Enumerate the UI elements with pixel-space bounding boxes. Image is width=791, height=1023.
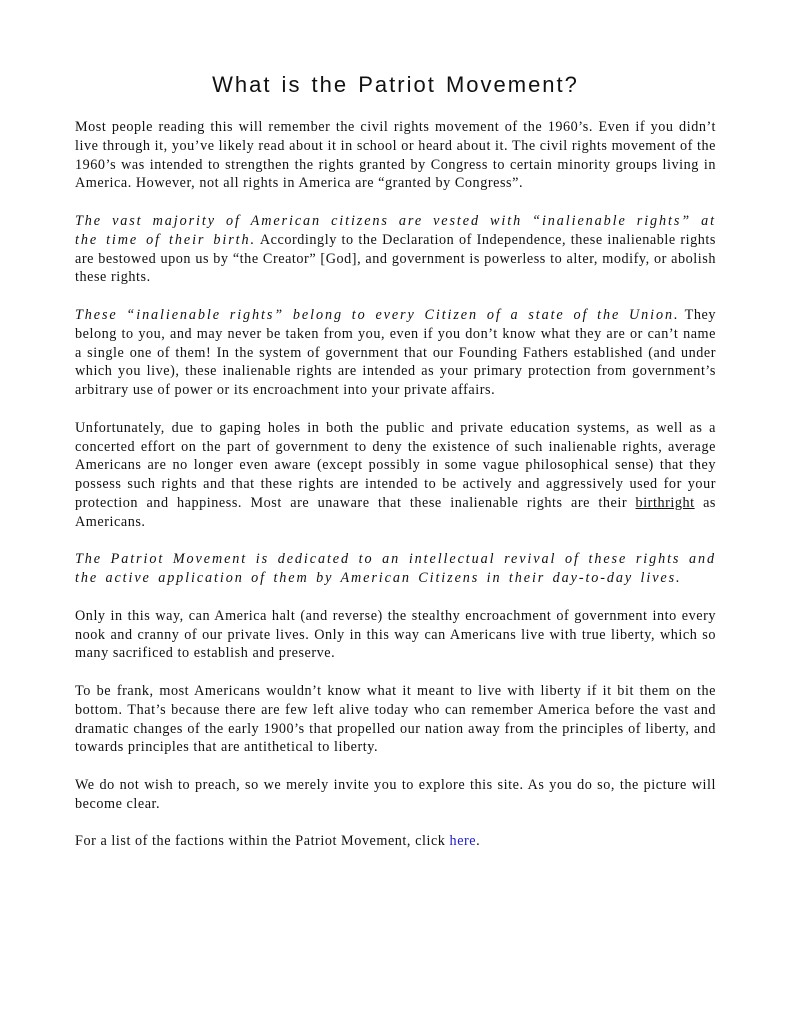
paragraph-civil-rights [75,118,716,193]
paragraph-text: They belong to you, and may never be taken from you, even if you don’t know what they are or can’t name a single one of them! In the system of government that our Founding Fathers established (and under which you live), these inalienable rights are intended as your primary protection from government’s arbitrary use of power or its encroachment into your private affairs. [75,306,716,399]
paragraph-text: . [476,833,481,850]
paragraph-text: To be frank, most Americans wouldn’t know what it meant to live with liberty if it bit them on the bottom. That’s because there are few left alive today who can remember America before the vast and dramatic changes of the early 1900’s that propelled our nation away from the principles of liberty, and towards principles that are antithetical to liberty. [75,682,716,756]
paragraph-text: as Americans. [75,494,716,530]
paragraph-inalienable-rights [75,212,716,287]
emphasis-text: The vast majority of American citizens are vested with “inalienable rights” at the time of their birth. [75,212,716,248]
paragraph-to-be-frank [75,682,716,757]
paragraph-rights-belong [75,306,716,400]
paragraph-education [75,419,716,532]
article-body [75,118,716,870]
page-title: What is the Patriot Movement? [212,72,579,97]
underlined-text-birthright: birthright [635,494,695,511]
paragraph-text: For a list of the factions within the Patriot Movement, click [75,833,450,850]
paragraph-text: We do not wish to preach, so we merely invite you to explore this site. As you do so, the picture will become clear. [75,776,716,812]
emphasis-text: The Patriot Movement is dedicated to an intellectual revival of these rights and the active application of them by American Citizens in their day-to-day lives. [75,551,716,587]
paragraph-text: Unfortunately, due to gaping holes in both the public and private education systems, as well as a concerted effort on the part of government to deny the existence of such inalienable rights, average Americans are no longer even aware (except possibly in some vague philosophical sense) that they possess such rights and that these rights are intended to be actively and aggressively used for your protection and happiness. Most are unaware that these inalienable rights are their [75,419,716,511]
paragraph-text: Accordingly to the Declaration of Independence, these inalienable rights are bestowed upon us by “the Creator” [God], and government is powerless to alter, modify, or abolish these rights. [75,231,716,286]
paragraph-invite [75,776,716,814]
paragraph-only-this-way [75,607,716,663]
emphasis-text: These “inalienable rights” belong to every Citizen of a state of the Union. [75,306,680,323]
paragraph-text: Most people reading this will remember the civil rights movement of the 1960’s. Even if you didn’t live through it, you’ve likely read about it in school or heard about it. The civil rights movement of the 1960’s was intended to strengthen the rights granted by Congress to certain minority groups living in America. However, not all rights in America are “granted by Congress”. [75,119,716,192]
factions-here-link[interactable]: here [449,833,477,850]
paragraph-movement-mission [75,550,716,588]
paragraph-text: Only in this way, can America halt (and reverse) the stealthy encroachment of government into every nook and cranny of our private lives. Only in this way can Americans live with true liberty, which so many sacrificed to establish and preserve. [75,607,716,662]
paragraph-factions [75,832,716,851]
